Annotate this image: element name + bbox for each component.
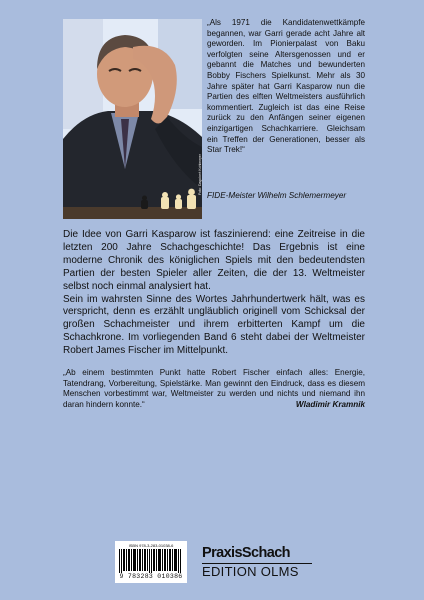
bottom-quote bbox=[63, 368, 365, 411]
barcode-digits: 9 783283 010386 bbox=[119, 573, 183, 580]
main-paragraph-2: Sein im wahrsten Sinne des Wortes Jahrhundertwerk hält, was es verspricht, denn es erzählt ungläublich originell vom Schicksal der großen Schachmeister und ihrem erbitterten Kampf um die Schachkrone. Im vorliegenden Band 6 steht dabei der Weltmeister Robert James Fischer im Mittelpunkt. bbox=[63, 293, 365, 357]
top-quote: „Als 1971 die Kandidatenwettkämpfe begannen, war Garri gerade acht Jahre alt geworden. Im Pionierpalast von Baku verfolgten seine Altersgenossen und er gebannt die Matches und bewunderten Bobby Fischers Spielkunst. Mehr als 30 Jahre später hat Garri Kasparow nun die Partien des elften Weltmeisters ausführlich kommentiert. Zugleich ist das eine Reise zurück zu den Anfängen seiner eigenen einzigartigen Schachkarriere. Gleichsam ein Treffen der Generationen, besser als Star Trek!“ bbox=[207, 18, 365, 155]
man-thinking-photo bbox=[63, 19, 202, 219]
main-paragraph-1: Die Idee von Garri Kasparow ist faszinierend: eine Zeitreise in die letzten 200 Jahre Schachgeschichte! Das Ergebnis ist eine moderne Chronik des königlichen Spiels mit den bedeutendsten Partien der besten Spieler aller Zeiten, die der 13. Weltmeister selbst noch einmal analysiert hat. bbox=[63, 229, 365, 292]
logo-praxisschach: PraxisSchach bbox=[202, 545, 312, 564]
top-quote-signature: FIDE-Meister Wilhelm Schlemermeyer bbox=[207, 191, 347, 200]
cover-photo bbox=[63, 19, 202, 219]
barcode-bars bbox=[119, 549, 183, 573]
bottom-quote-signature: Wladimir Kramnik bbox=[295, 400, 365, 410]
isbn-barcode bbox=[115, 541, 187, 583]
logo-edition-olms: EDITION OLMS bbox=[202, 564, 299, 579]
publisher-logo bbox=[202, 545, 312, 580]
bottom-quote-text: „Ab einem bestimmten Punkt hatte Robert Fischer einfach alles: Energie, Tatendrang, Vorbereitung, Spielstärke. Man gewinnt den Eindruck, dass es diesem Menschen vorbestimmt war, Weltmeister zu werden und nichts und niemand ihn daran hindern konnte.“ bbox=[63, 368, 365, 410]
isbn-label: ISBN 978-3-283-01038-6 bbox=[128, 543, 174, 548]
main-description bbox=[63, 229, 365, 358]
photo-credit: Foto: Dagobert Kohlmeyer bbox=[198, 153, 202, 195]
